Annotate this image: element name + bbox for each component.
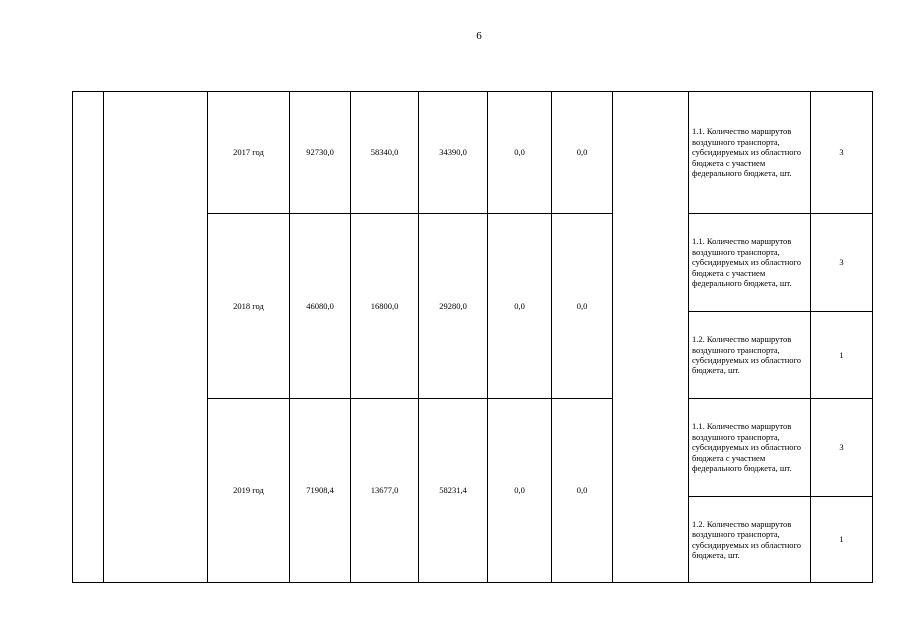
indicator-text-cell: 1.1. Количество маршрутов воздушного транспорта, субсидируемых из областного бюджета с участием федерального бюджета, шт.	[689, 399, 811, 497]
local-budget-cell: 0,0	[488, 92, 552, 214]
row-number-cell	[73, 92, 104, 583]
extra-budget-cell: 0,0	[552, 399, 613, 583]
program-funding-table	[72, 91, 873, 583]
total-funding-cell: 46080,0	[290, 214, 351, 399]
federal-budget-cell: 13677,0	[351, 399, 419, 583]
year-cell: 2017 год	[208, 92, 290, 214]
federal-budget-cell: 16800,0	[351, 214, 419, 399]
indicator-text-cell: 1.2. Количество маршрутов воздушного транспорта, субсидируемых из областного бюджета, шт.	[689, 312, 811, 399]
year-cell: 2018 год	[208, 214, 290, 399]
table-row	[73, 92, 873, 214]
regional-budget-cell: 58231,4	[419, 399, 488, 583]
year-cell: 2019 год	[208, 399, 290, 583]
local-budget-cell: 0,0	[488, 399, 552, 583]
extra-budget-cell: 0,0	[552, 92, 613, 214]
total-funding-cell: 92730,0	[290, 92, 351, 214]
indicator-value-cell: 3	[811, 214, 873, 312]
indicator-value-cell: 1	[811, 497, 873, 583]
indicator-value-cell: 3	[811, 399, 873, 497]
regional-budget-cell: 34390,0	[419, 92, 488, 214]
indicator-value-cell: 1	[811, 312, 873, 399]
executor-cell	[613, 92, 689, 583]
indicator-text-cell: 1.1. Количество маршрутов воздушного транспорта, субсидируемых из областного бюджета с участием федерального бюджета, шт.	[689, 214, 811, 312]
local-budget-cell: 0,0	[488, 214, 552, 399]
measure-name-cell	[104, 92, 208, 583]
page-number: 6	[476, 30, 482, 42]
regional-budget-cell: 29280,0	[419, 214, 488, 399]
extra-budget-cell: 0,0	[552, 214, 613, 399]
indicator-text-cell: 1.2. Количество маршрутов воздушного транспорта, субсидируемых из областного бюджета, шт.	[689, 497, 811, 583]
indicator-text-cell: 1.1. Количество маршрутов воздушного транспорта, субсидируемых из областного бюджета с участием федерального бюджета, шт.	[689, 92, 811, 214]
total-funding-cell: 71908,4	[290, 399, 351, 583]
federal-budget-cell: 58340,0	[351, 92, 419, 214]
indicator-value-cell: 3	[811, 92, 873, 214]
